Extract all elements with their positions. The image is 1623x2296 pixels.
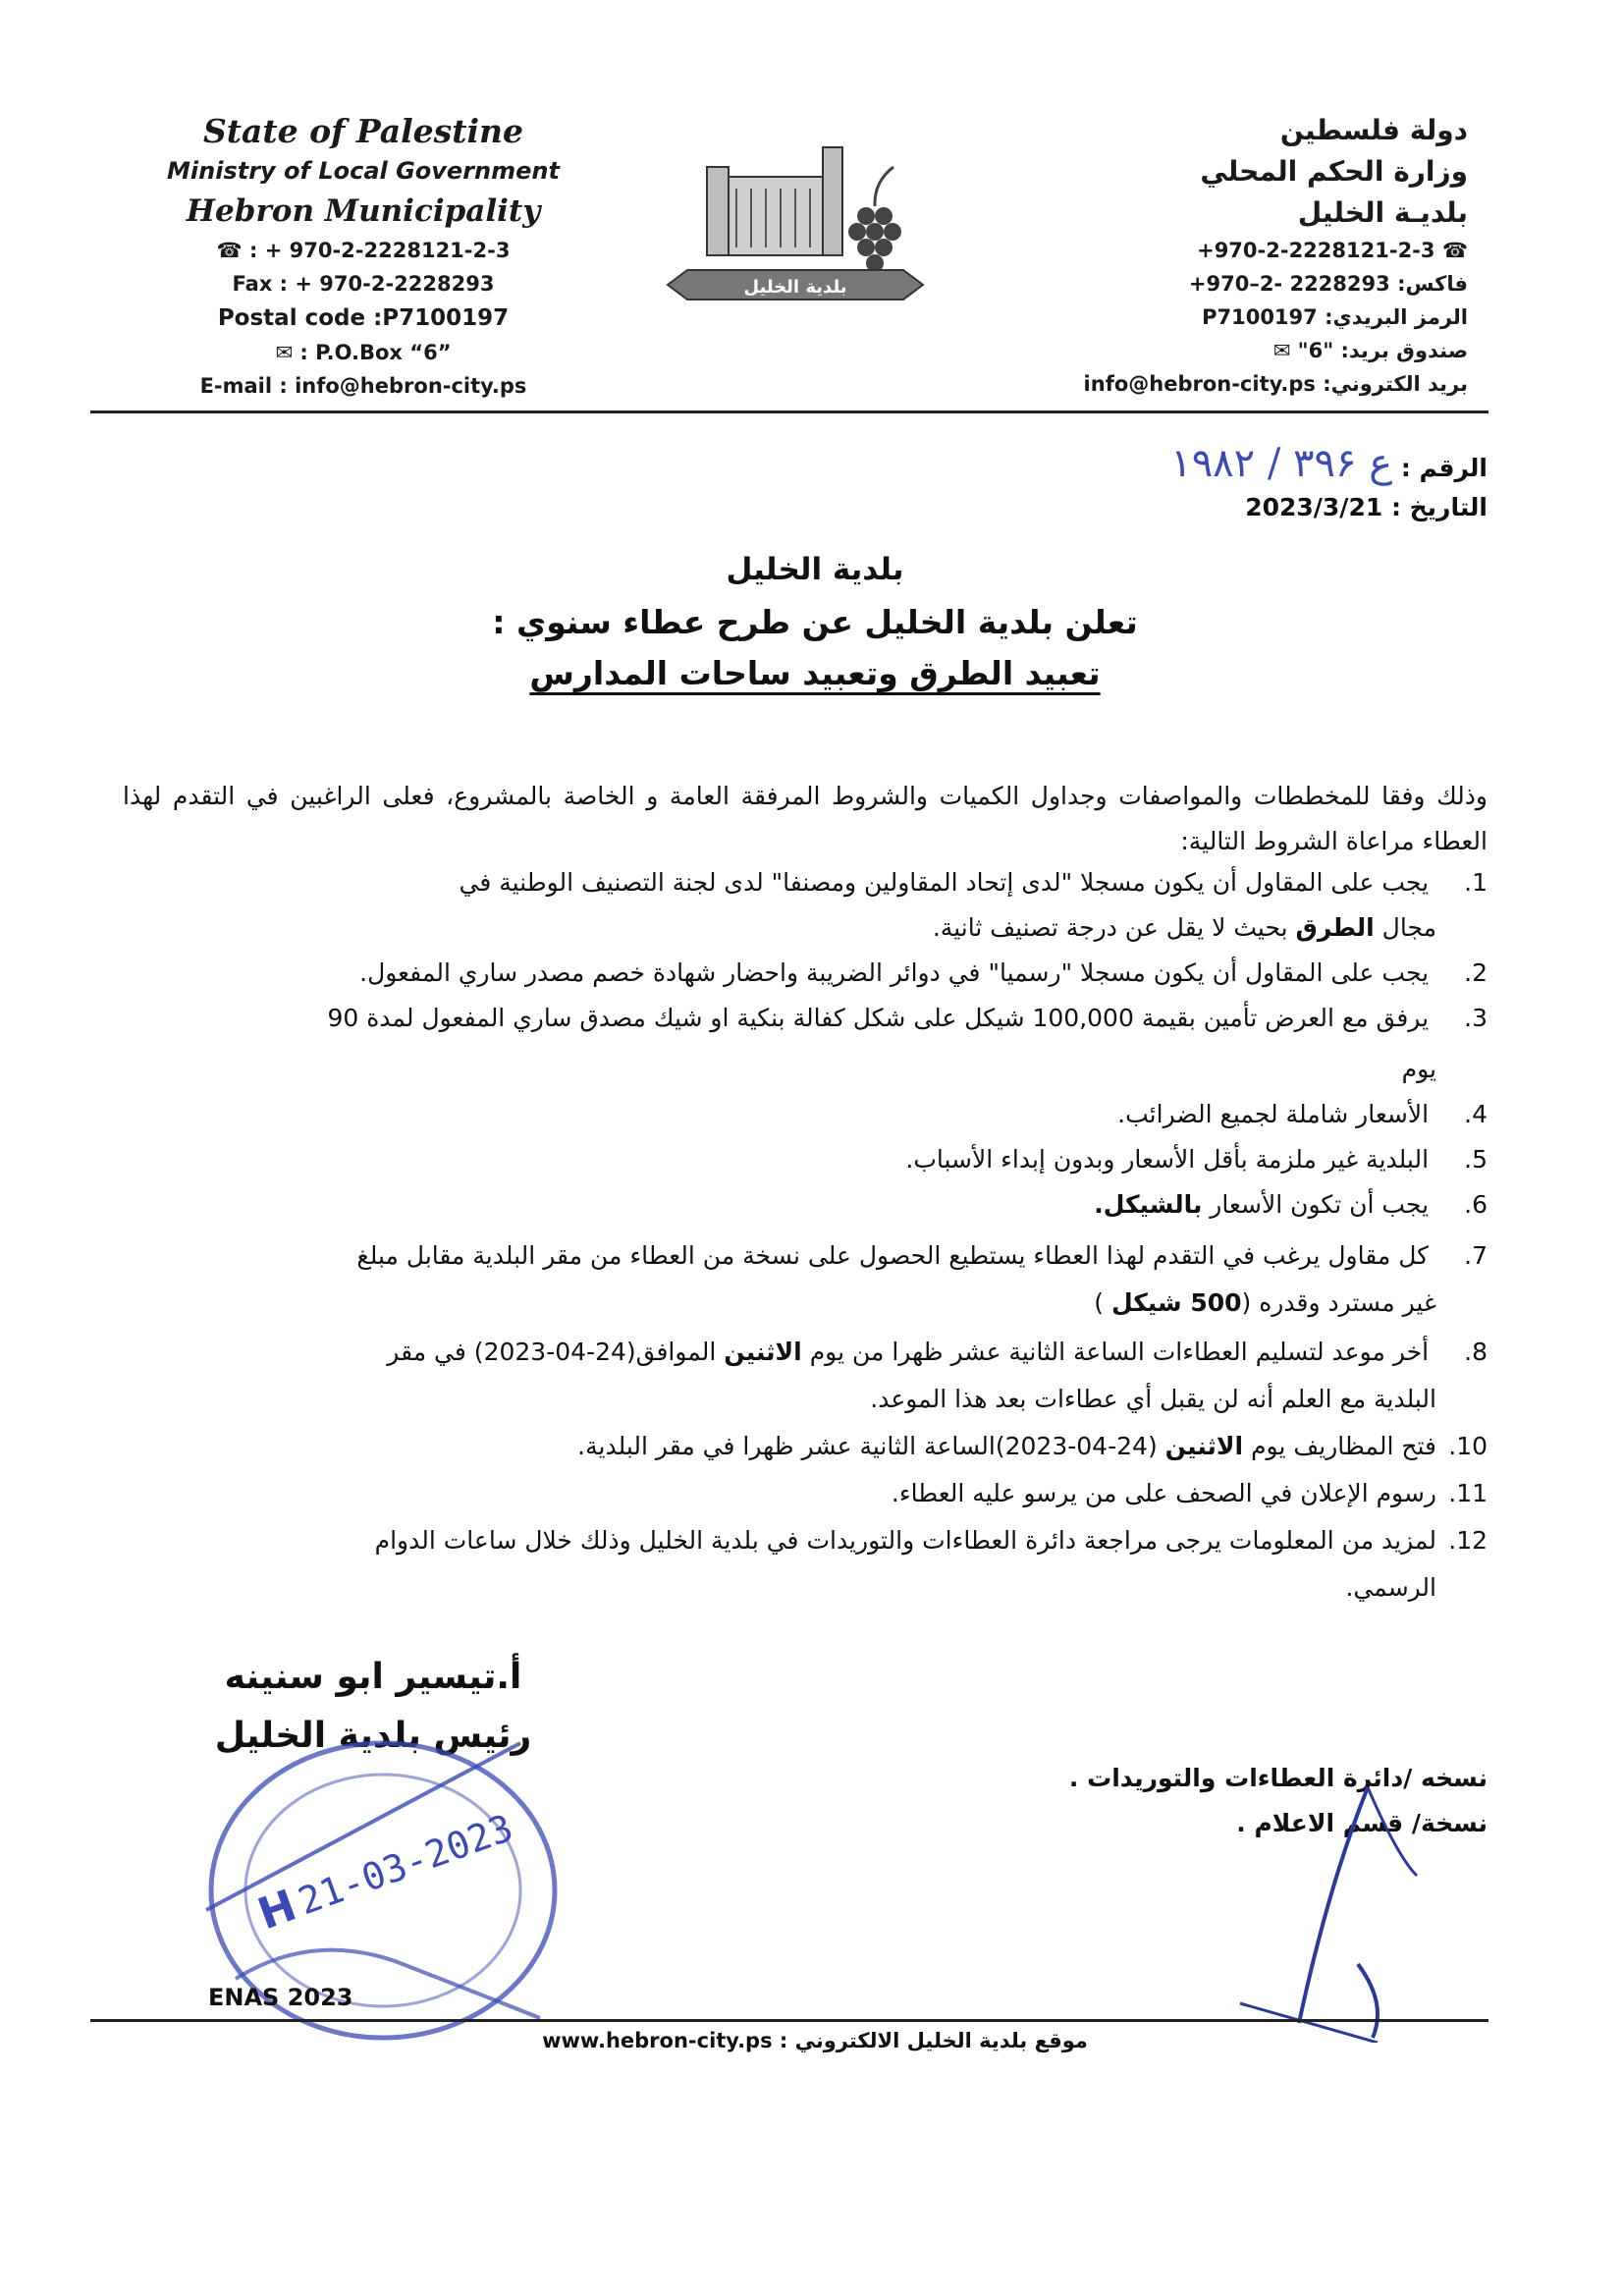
reference-date: التاريخ : 2023/3/21 — [1245, 493, 1488, 521]
handwritten-number: ع ۳۹۶ / ۱۹۸۲ — [1170, 441, 1393, 486]
condition-continuation: غير مسترد وقدره (500 شيكل ) — [1094, 1288, 1436, 1317]
email-line-ar: بريد الكتروني: info@hebron-city.ps — [1083, 372, 1468, 396]
copy-line: نسخه /دائرة العطاءات والتوريدات . — [1068, 1764, 1488, 1792]
state-name-en: State of Palestine — [202, 112, 524, 150]
condition-continuation: الرسمي. — [1345, 1573, 1436, 1602]
footer-label: موقع بلدية الخليل الالكتروني : — [779, 2029, 1088, 2052]
ministry-name-en: Ministry of Local Government — [167, 157, 560, 185]
envelope-icon: ✉ — [275, 341, 294, 364]
reference-block — [1170, 441, 1488, 527]
municipality-name-en: Hebron Municipality — [186, 193, 541, 229]
handwritten-initial — [1181, 1768, 1436, 2043]
phone-line-en: ☎ : + 970-2-2228121-2-3 — [216, 239, 511, 262]
condition-item: 7. كل مقاول يرغب في التقدم لهذا العطاء يستطيع الحصول على نسخة من العطاء من مقر البلدية مقابل مبلغ — [356, 1241, 1488, 1270]
fax-line-en: Fax : + 970-2-2228293 — [232, 272, 495, 296]
municipality-name-ar: بلديـة الخليل — [1297, 196, 1468, 229]
envelope-icon: ✉ — [1272, 339, 1291, 362]
reference-number: الرقم : ع ۳۹۶ / ۱۹۸۲ — [1170, 441, 1488, 486]
state-name-ar: دولة فلسطين — [1279, 114, 1468, 146]
enas-mark: ENAS 2023 — [208, 1984, 353, 2011]
title-subject: تعبيد الطرق وتعبيد ساحات المدارس — [529, 654, 1101, 692]
condition-continuation: يوم — [1401, 1055, 1436, 1083]
fax-line-ar: فاكس: +970–2- 2228293 — [1188, 272, 1468, 296]
logo-banner-text: بلدية الخليل — [743, 277, 847, 298]
condition-item: 3. يرفق مع العرض تأمين بقيمة 100,000 شيكل على شكل كفالة بنكية او شيك مصدق ساري المفعول لمدة 90 — [327, 1004, 1488, 1032]
phone-icon: ☎ — [1441, 239, 1468, 262]
phone-line-ar: ☎ +970-2-2228121-2-3 — [1197, 239, 1468, 262]
signatory-title: رئيس بلدية الخليل — [214, 1716, 532, 1756]
header-arabic — [1055, 110, 1468, 401]
condition-item: 4. الأسعار شاملة لجميع الضرائب. — [1117, 1100, 1488, 1128]
municipality-logo — [648, 128, 943, 334]
logo-graphic — [648, 128, 943, 334]
condition-item: 10.فتح المظاريف يوم الاثنين (24-04-2023)الساعة الثانية عشر ظهرا في مقر البلدية. — [577, 1432, 1488, 1460]
footer-divider — [90, 2019, 1488, 2022]
stamp-letter: H — [251, 1880, 303, 1941]
phone-icon: ☎ — [216, 239, 243, 262]
footer — [530, 2029, 1100, 2052]
ministry-name-ar: وزارة الحكم المحلي — [1200, 155, 1468, 188]
title-municipality: بلدية الخليل — [726, 552, 904, 587]
footer-url[interactable]: www.hebron-city.ps — [542, 2029, 773, 2052]
signatory-name: أ.تيسير ابو سنينه — [224, 1657, 522, 1697]
condition-item: 8. أخر موعد لتسليم العطاءات الساعة الثانية عشر ظهرا من يوم الاثنين الموافق(24-04-2023) في مقر — [387, 1338, 1488, 1366]
condition-item: 6. يجب أن تكون الأسعار بالشيكل. — [1094, 1190, 1488, 1219]
header-english — [147, 110, 579, 403]
pen-stroke-graphic — [1181, 1768, 1436, 2043]
email-line-en: E-mail : info@hebron-city.ps — [199, 374, 527, 398]
intro-paragraph: وذلك وفقا للمخططات والمواصفات وجداول الكميات والشروط المرفقة العامة و الخاصة بالمشروع، فعلى الراغبين في التقدم لهذا العطاء مراعاة الشروط التالية: — [123, 782, 1488, 855]
copy-line: نسخة/ قسم الاعلام . — [1236, 1809, 1488, 1837]
title-announcement: تعلن بلدية الخليل عن طرح عطاء سنوي : — [492, 603, 1138, 641]
condition-item: 11.رسوم الإعلان في الصحف على من يرسو عليه العطاء. — [891, 1479, 1488, 1507]
condition-item: 2. يجب على المقاول أن يكون مسجلا "رسميا" في دوائر الضريبة واحضار شهادة خصم مصدر ساري المفعول. — [359, 958, 1488, 987]
header-divider — [90, 410, 1488, 413]
postal-line-ar: الرمز البريدي: P7100197 — [1202, 305, 1468, 329]
condition-continuation: مجال الطرق بحيث لا يقل عن درجة تصنيف ثانية. — [932, 913, 1436, 942]
pobox-line-ar: صندوق بريد: "6" ✉ — [1272, 339, 1468, 362]
condition-item: 12.لمزيد من المعلومات يرجى مراجعة دائرة العطاءات والتوريدات في بلدية الخليل وذلك خلال ساعات الدوام — [374, 1526, 1488, 1555]
condition-item: 1. يجب على المقاول أن يكون مسجلا "لدى إتحاد المقاولين ومصنفا" لدى لجنة التصنيف الوطنية في — [459, 868, 1488, 897]
postal-line-en: Postal code :P7100197 — [217, 305, 510, 331]
condition-item: 5. البلدية غير ملزمة بأقل الأسعار وبدون إبداء الأسباب. — [905, 1145, 1488, 1174]
pobox-line-en: ✉ : P.O.Box “6” — [275, 341, 452, 364]
condition-continuation: البلدية مع العلم أنه لن يقبل أي عطاءات بعد هذا الموعد. — [870, 1385, 1436, 1413]
stamp-date: 21-03-2023 — [293, 1805, 519, 1924]
